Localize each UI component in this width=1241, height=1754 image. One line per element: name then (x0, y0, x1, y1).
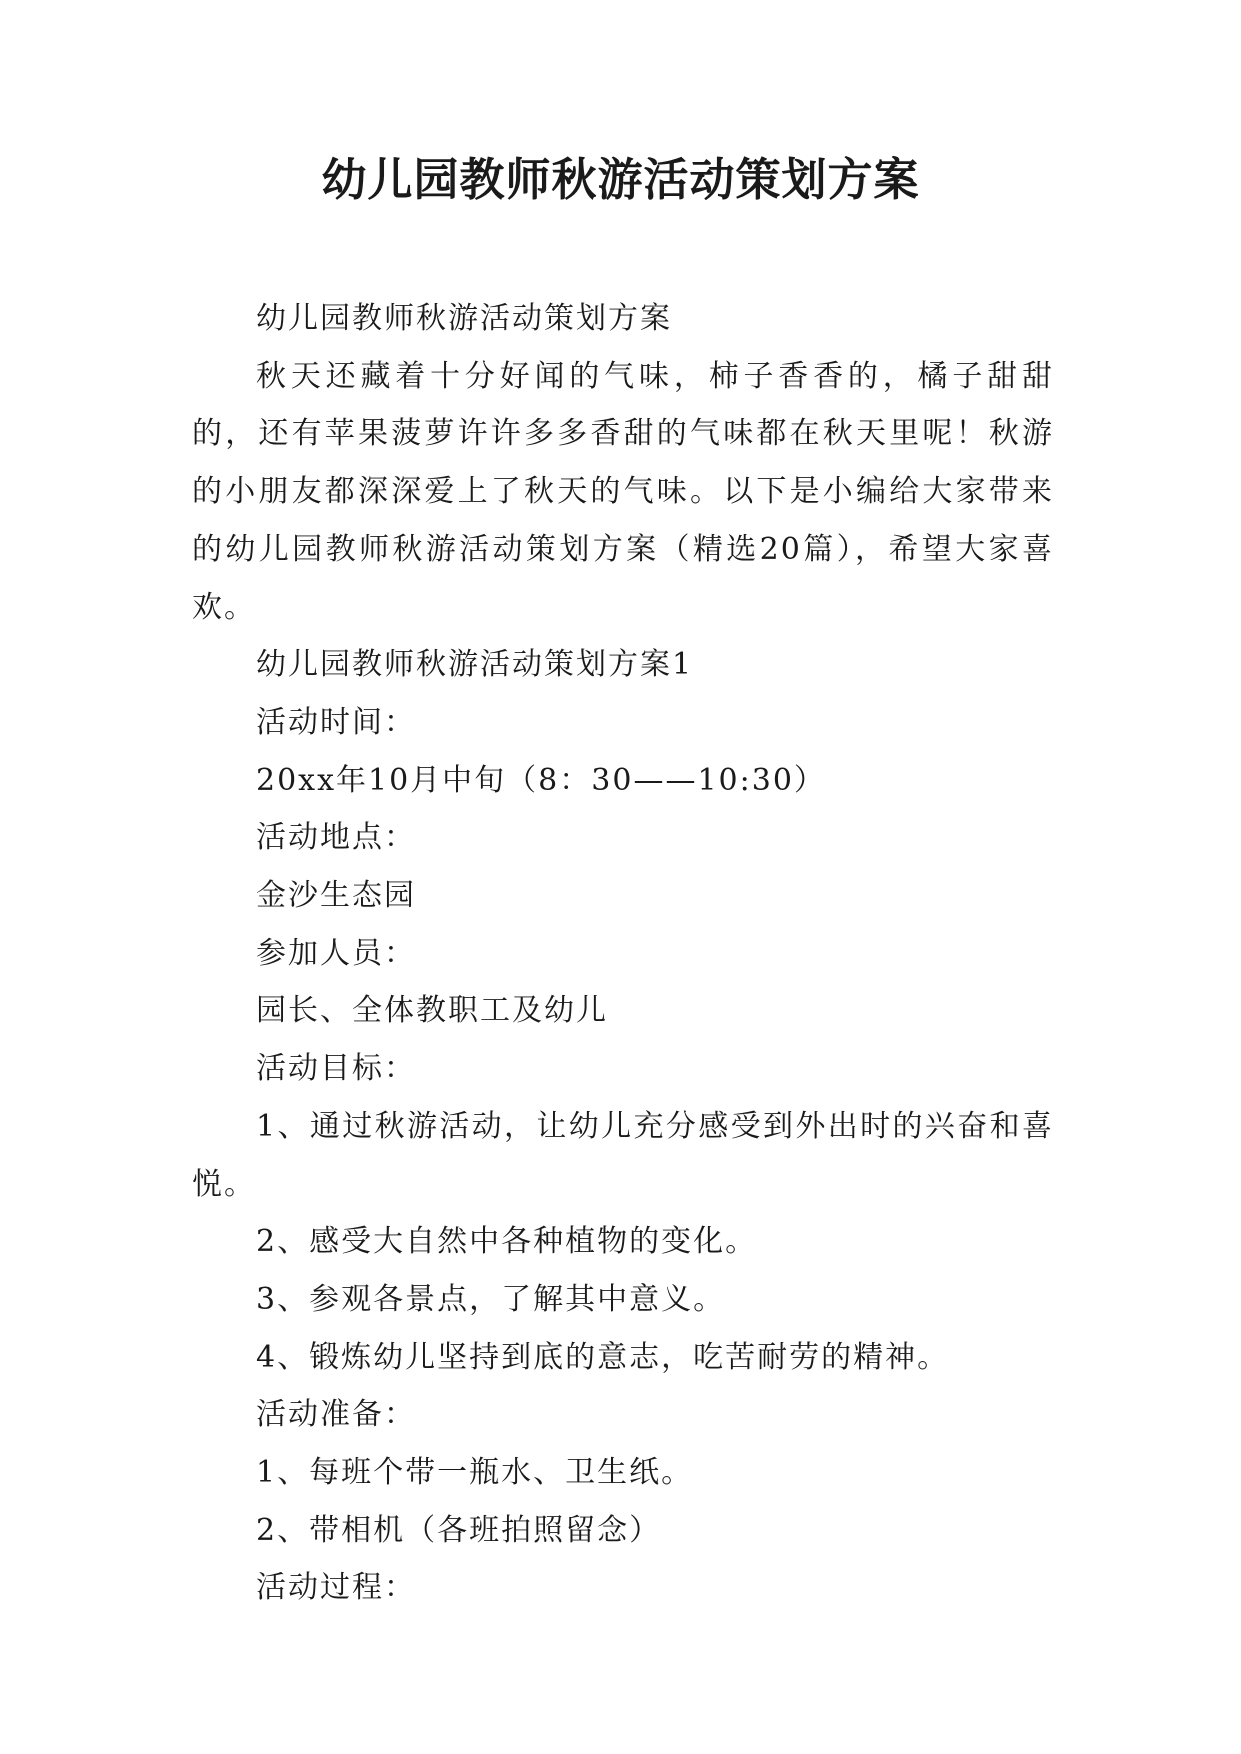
paragraph-intro-heading: 幼儿园教师秋游活动策划方案 (256, 301, 672, 336)
paragraph-time-label: 活动时间： (256, 704, 416, 740)
paragraph-prep-label: 活动准备： (256, 1397, 416, 1433)
document-body (192, 290, 1054, 1617)
document-title: 幼儿园教师秋游活动策划方案 (321, 153, 920, 206)
paragraph-goal-1: 1、通过秋游活动，让幼儿充分感受到外出时的兴奋和喜悦。 (192, 1108, 1054, 1202)
paragraph-intro: 秋天还藏着十分好闻的气味，柿子香香的，橘子甜甜的，还有苹果菠萝许许多多香甜的气味都在秋天里呢！秋游的小朋友都深深爱上了秋天的气味。以下是小编给大家带来的幼儿园教师秋游活动策划方案（精选20篇），希望大家喜欢。 (192, 358, 1054, 625)
paragraph-goals-label: 活动目标： (256, 1051, 416, 1087)
paragraph-time-value: 20xx年10月中旬（8：30——10:30） (256, 762, 826, 798)
paragraph-goal-3: 3、参观各景点，了解其中意义。 (256, 1281, 726, 1317)
paragraph-goal-4: 4、锻炼幼儿坚持到底的意志，吃苦耐劳的精神。 (256, 1339, 950, 1375)
paragraph-participants-label: 参加人员： (256, 935, 416, 971)
paragraph-prep-1: 1、每班个带一瓶水、卫生纸。 (256, 1455, 694, 1491)
paragraph-prep-2: 2、带相机（各班拍照留念） (256, 1512, 662, 1548)
paragraph-process-label: 活动过程： (256, 1570, 416, 1606)
paragraph-section-heading: 幼儿园教师秋游活动策划方案1 (256, 647, 694, 683)
paragraph-location-value: 金沙生态园 (256, 878, 416, 914)
paragraph-goal-2: 2、感受大自然中各种植物的变化。 (256, 1224, 758, 1260)
paragraph-location-label: 活动地点： (256, 820, 416, 856)
paragraph-participants-value: 园长、全体教职工及幼儿 (256, 993, 608, 1029)
